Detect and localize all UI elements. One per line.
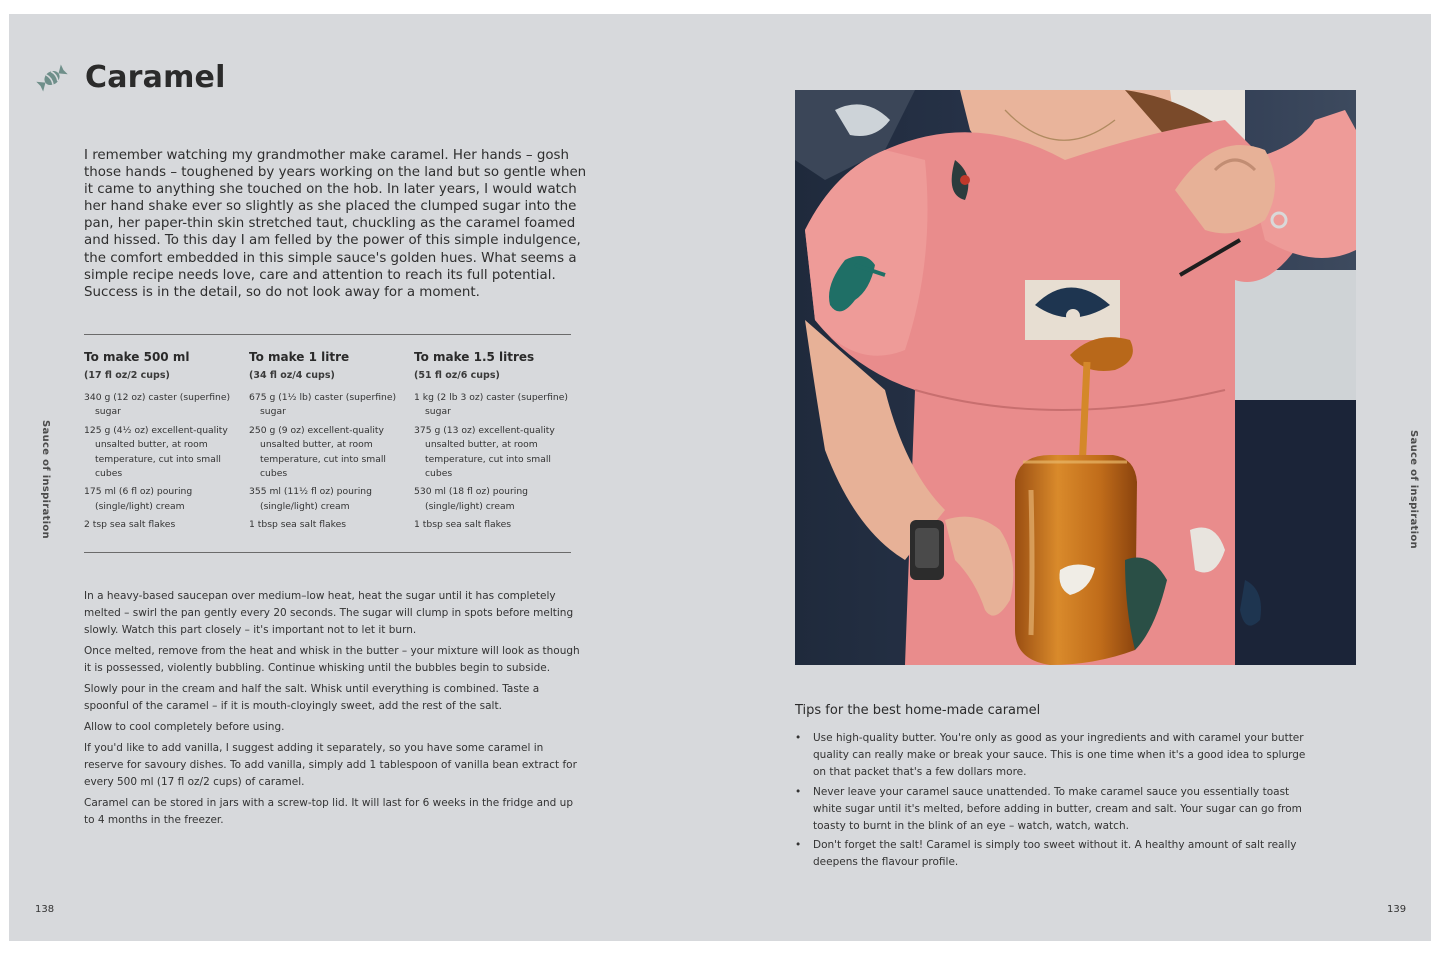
divider-top [84,334,571,335]
ingredient-item: 175 ml (6 fl oz) pouring (single/light) cream [84,486,193,512]
ingredient-item: 355 ml (11½ fl oz) pouring (single/light) cream [249,486,372,512]
book-spread [9,14,1431,941]
side-label-left: Sauce of inspiration [39,420,51,539]
bullet: • [795,785,802,798]
ingredient-column-1-5l [414,350,579,537]
ingredient-item: 340 g (12 oz) caster (superfine) sugar [84,392,231,418]
method-step: If you'd like to add vanilla, I suggest adding it separately, so you have some caramel in reserve for savoury dishes. To add vanilla, simply add 1 tablespoon of vanilla bean extract for every 500 ml (17 fl oz/2 cups) of caramel. [84,741,577,789]
ingredient-item: 2 tsp sea salt flakes [84,519,176,531]
ingredient-item: 250 g (9 oz) excellent-quality unsalted butter, at room temperature, cut into small cubes [249,424,386,480]
column-subheading: (34 fl oz/4 cups) [249,370,335,381]
page-number-left: 138 [35,904,55,915]
tip-text: Don't forget the salt! Caramel is simply too sweet without it. A healthy amount of salt really deepens the flavour profile. [813,839,1297,869]
method-steps [84,588,584,833]
tips-heading: Tips for the best home-made caramel [795,703,1041,718]
ingredient-columns [84,350,584,537]
method-step: Allow to cool completely before using. [84,720,285,733]
bullet: • [795,732,802,744]
ingredient-column-1l [249,350,414,537]
column-heading: To make 1.5 litres [414,350,535,364]
ingredient-column-500ml [84,350,249,537]
ingredient-item: 530 ml (18 fl oz) pouring (single/light) cream [414,486,528,512]
tips-list [795,730,1315,874]
recipe-photo [795,90,1356,665]
ingredient-item: 125 g (4½ oz) excellent-quality unsalted butter, at room temperature, cut into small cubes [84,424,228,480]
ingredient-item: 1 tbsp sea salt flakes [414,519,512,531]
ingredient-item: 375 g (13 oz) excellent-quality unsalted butter, at room temperature, cut into small cubes [414,424,555,480]
bullet: • [795,839,802,852]
tip-text: Never leave your caramel sauce unattended. To make caramel sauce you essentially toast white sugar until it's melted, before adding in butter, cream and salt. Your sugar can go from toasty to burnt in the blink of an eye – watch, watch, watch. [813,785,1302,833]
tip-text: Use high-quality butter. You're only as good as your ingredients and with caramel your butter quality can really make or break your sauce. This is one time when it's a good idea to splurge on that packet that's a few dollars more. [813,732,1306,779]
ingredient-item: 1 kg (2 lb 3 oz) caster (superfine) sugar [414,392,568,418]
recipe-header [35,60,226,95]
column-subheading: (17 fl oz/2 cups) [84,370,170,381]
column-subheading: (51 fl oz/6 cups) [414,370,500,381]
method-step: In a heavy-based saucepan over medium–low heat, heat the sugar until it has completely melted – swirl the pan gently every 20 seconds. The sugar will clump in spots before melting slowly. Watch this part closely – it's important not to let it burn. [84,590,574,637]
method-step: Slowly pour in the cream and half the salt. Whisk until everything is combined. Taste a spoonful of the caramel – if it is mouth-cloyingly sweet, add the rest of the salt. [84,683,540,713]
divider-bottom [84,552,571,553]
page-number-right: 139 [1387,904,1407,915]
woman-pouring-caramel-illustration [795,90,1356,665]
page-title: Caramel [85,60,226,95]
tip-item [795,730,1315,782]
column-heading: To make 500 ml [84,350,190,364]
ingredient-item: 1 tbsp sea salt flakes [249,519,347,531]
method-step: Once melted, remove from the heat and whisk in the butter – your mixture will look as though it is possessed, violently bubbling. Continue whisking until the bubbles begin to subside. [84,645,580,675]
candy-icon [35,61,69,95]
side-label-right: Sauce of inspiration [1407,430,1419,549]
method-step: Caramel can be stored in jars with a screw-top lid. It will last for 6 weeks in the fridge and up to 4 months in the freezer. [84,796,573,826]
tip-item [795,837,1315,871]
column-heading: To make 1 litre [249,350,350,364]
intro-paragraph: I remember watching my grandmother make caramel. Her hands – gosh those hands – toughened by years working on the land but so gentle when it came to anything she touched on the hob. In later years, I would watch her hand shake ever so slightly as she placed the clumped sugar into the pan, her paper-thin skin stretched taut, chuckling as the caramel foamed and hissed. To this day I am felled by the power of this simple indulgence, the comfort embedded in this simple sauce's golden hues. What seems a simple recipe needs love, care and attention to reach its full potential. Success is in the detail, so do not look away for a moment. [84,148,587,300]
ingredient-item: 675 g (1½ lb) caster (superfine) sugar [249,392,397,418]
tip-item [795,784,1315,836]
